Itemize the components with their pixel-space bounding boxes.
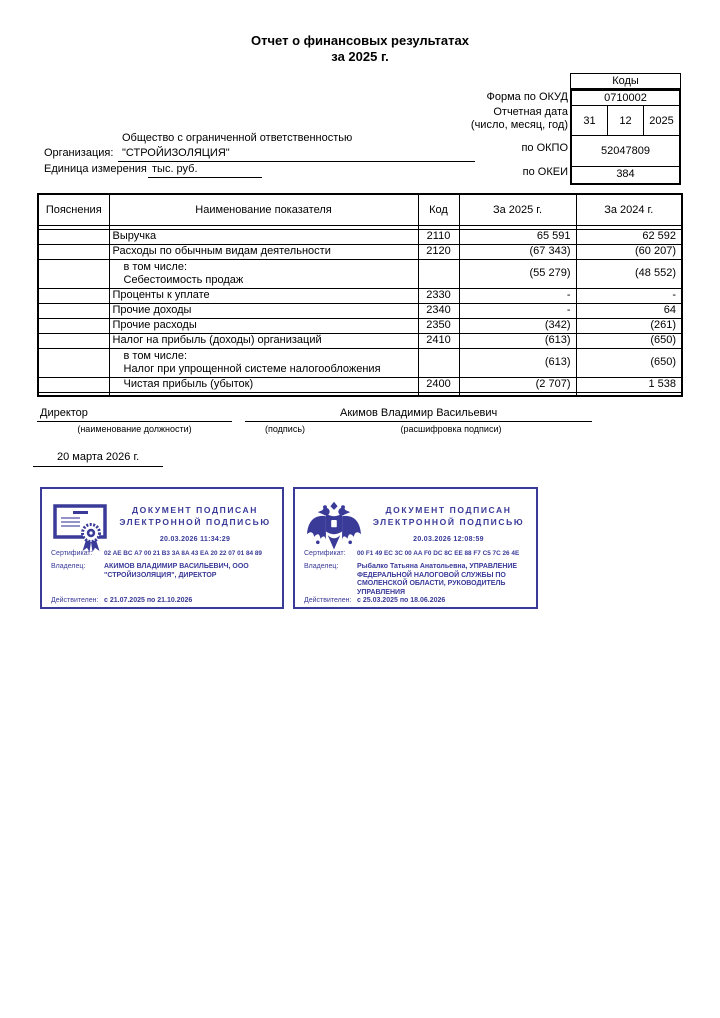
cell-indicator-name: Выручка [109, 229, 418, 244]
table-row [38, 229, 682, 244]
cell-code [418, 259, 459, 288]
stamp-validity-row: Действителен: с 21.07.2025 по 21.10.2026 [51, 597, 193, 604]
stamp-title: ДОКУМЕНТ ПОДПИСАН ЭЛЕКТРОННОЙ ПОДПИСЬЮ [372, 505, 525, 527]
unit-underline [148, 177, 262, 178]
org-name: "СТРОЙИЗОЛЯЦИЯ" [122, 147, 230, 159]
cell-value-2025: (2 707) [459, 377, 576, 392]
name-underline [310, 421, 592, 422]
okei-label: по ОКЕИ [522, 166, 568, 178]
org-underline [118, 161, 475, 162]
codes-box [570, 89, 681, 185]
cell-value-2025: - [459, 288, 576, 303]
cell-value-2025: (67 343) [459, 244, 576, 259]
cell-explanations [38, 318, 109, 333]
org-label: Организация: [44, 147, 114, 159]
cell-indicator-name: Расходы по обычным видам деятельности [109, 244, 418, 259]
org-form: Общество с ограниченной ответственностью [122, 132, 353, 144]
cell-value-2024: (650) [576, 348, 682, 377]
signature-date: 20 марта 2026 г. [57, 451, 140, 463]
stamp-datetime: 20.03.2026 11:34:29 [159, 536, 231, 543]
stamp-owner-row: Владелец: АКИМОВ ВЛАДИМИР ВАСИЛЬЕВИЧ, ООО "СТРОЙИЗОЛЯЦИЯ", ДИРЕКТОР [51, 563, 249, 579]
col-header-2025: За 2025 г. [459, 194, 576, 225]
unit-label: Единица измерения [44, 163, 147, 175]
table-row [38, 318, 682, 333]
cell-value-2025: (342) [459, 318, 576, 333]
date-day: 31 [572, 106, 608, 135]
cell-value-2025: (613) [459, 348, 576, 377]
cell-value-2025: (55 279) [459, 259, 576, 288]
cell-indicator-name: Проценты к уплате [109, 288, 418, 303]
cell-explanations [38, 303, 109, 318]
report-title: Отчет о финансовых результатах [251, 33, 469, 48]
signatory-position: Директор [40, 407, 88, 419]
cell-code: 2400 [418, 377, 459, 392]
electronic-signature-stamp [293, 487, 538, 609]
page-title [0, 33, 720, 65]
cell-indicator-name: Налог на прибыль (доходы) организаций [109, 333, 418, 348]
cell-indicator-name: Прочие расходы [109, 318, 418, 333]
cell-value-2024: - [576, 288, 682, 303]
financial-results-table [37, 193, 683, 397]
cell-explanations [38, 244, 109, 259]
cell-value-2024: (48 552) [576, 259, 682, 288]
stamp-datetime: 20.03.2026 12:08:59 [413, 536, 484, 543]
cell-explanations [38, 229, 109, 244]
cell-value-2024: 64 [576, 303, 682, 318]
okei-value: 384 [616, 168, 635, 180]
okud-value: 0710002 [572, 91, 679, 106]
report-table-body [38, 225, 682, 396]
cell-indicator-name: Прочие доходы [109, 303, 418, 318]
codes-header: Коды [570, 73, 681, 89]
cell-value-2024: 1 538 [576, 377, 682, 392]
cell-value-2024: (261) [576, 318, 682, 333]
cell-value-2025: - [459, 303, 576, 318]
stamp-validity-row: Действителен: с 25.03.2025 по 18.06.2026 [304, 597, 446, 604]
cell-explanations [38, 288, 109, 303]
cell-value-2025: 65 591 [459, 229, 576, 244]
date-year: 2025 [649, 114, 674, 127]
cell-value-2024: (60 207) [576, 244, 682, 259]
table-row [38, 377, 682, 392]
cell-explanations [38, 259, 109, 288]
eagle-icon [304, 500, 364, 554]
signature-caption: (подпись) [264, 424, 306, 434]
certificate-icon [51, 500, 111, 554]
cell-value-2025: (613) [459, 333, 576, 348]
unit-value: тыс. руб. [152, 163, 198, 175]
cell-explanations [38, 333, 109, 348]
cell-value-2024: (650) [576, 333, 682, 348]
codes-panel [570, 73, 681, 185]
cell-explanations [38, 348, 109, 377]
stamp-certificate-row: Сертификат: 02 AE BC A7 00 21 B3 3A 8A 43 EA 20 22 07 01 84 89 [51, 550, 262, 557]
cell-value-2024: 62 592 [576, 229, 682, 244]
position-caption: (наименование должности) [77, 424, 192, 434]
cell-code: 2350 [418, 318, 459, 333]
cell-explanations [38, 377, 109, 392]
cell-code: 2120 [418, 244, 459, 259]
col-header-explanations: Пояснения [38, 194, 109, 225]
cell-code: 2110 [418, 229, 459, 244]
stamp-owner-row: Владелец: Рыбалко Татьяна Анатольевна, УПРАВЛЕНИЕ ФЕДЕРАЛЬНОЙ НАЛОГОВОЙ СЛУЖБЫ ПО СМОЛЕНСКОЙ ОБЛАСТИ, РУКОВОДИТЕЛЬ УПРАВЛЕНИЯ [304, 563, 518, 596]
cell-indicator-name: в том числе: Себестоимость продаж [109, 259, 418, 288]
col-header-indicator: Наименование показателя [109, 194, 418, 225]
electronic-signature-stamp [40, 487, 284, 609]
name-caption: (расшифровка подписи) [400, 424, 502, 434]
cell-code: 2410 [418, 333, 459, 348]
spacer-row [38, 392, 682, 396]
signatory-name: Акимов Владимир Васильевич [340, 407, 498, 419]
table-row [38, 333, 682, 348]
signature-date-underline [33, 466, 163, 467]
report-date-cells [572, 106, 679, 136]
cell-indicator-name: в том числе: Налог при упрощенной системе налогообложения [109, 348, 418, 377]
col-header-code: Код [418, 194, 459, 225]
table-header-row [38, 194, 682, 225]
table-row [38, 259, 682, 288]
report-date-label: Отчетная дата (число, месяц, год) [470, 106, 568, 131]
okpo-value: 52047809 [572, 136, 679, 167]
date-month: 12 [608, 106, 644, 135]
table-row [38, 244, 682, 259]
col-header-2024: За 2024 г. [576, 194, 682, 225]
stamp-certificate-row: Сертификат: 00 F1 49 EC 3C 00 AA F0 DC 8C EE 88 F7 C5 7C 26 4E [304, 550, 520, 557]
stamp-title: ДОКУМЕНТ ПОДПИСАН ЭЛЕКТРОННОЙ ПОДПИСЬЮ [119, 505, 271, 527]
okud-label: Форма по ОКУД [486, 91, 568, 103]
cell-code [418, 348, 459, 377]
position-underline [37, 421, 232, 422]
report-period: за 2025 г. [331, 49, 389, 64]
okpo-label: по ОКПО [521, 142, 568, 154]
table-row [38, 303, 682, 318]
table-row [38, 348, 682, 377]
cell-indicator-name: Чистая прибыль (убыток) [109, 377, 418, 392]
cell-code: 2330 [418, 288, 459, 303]
cell-code: 2340 [418, 303, 459, 318]
table-row [38, 288, 682, 303]
